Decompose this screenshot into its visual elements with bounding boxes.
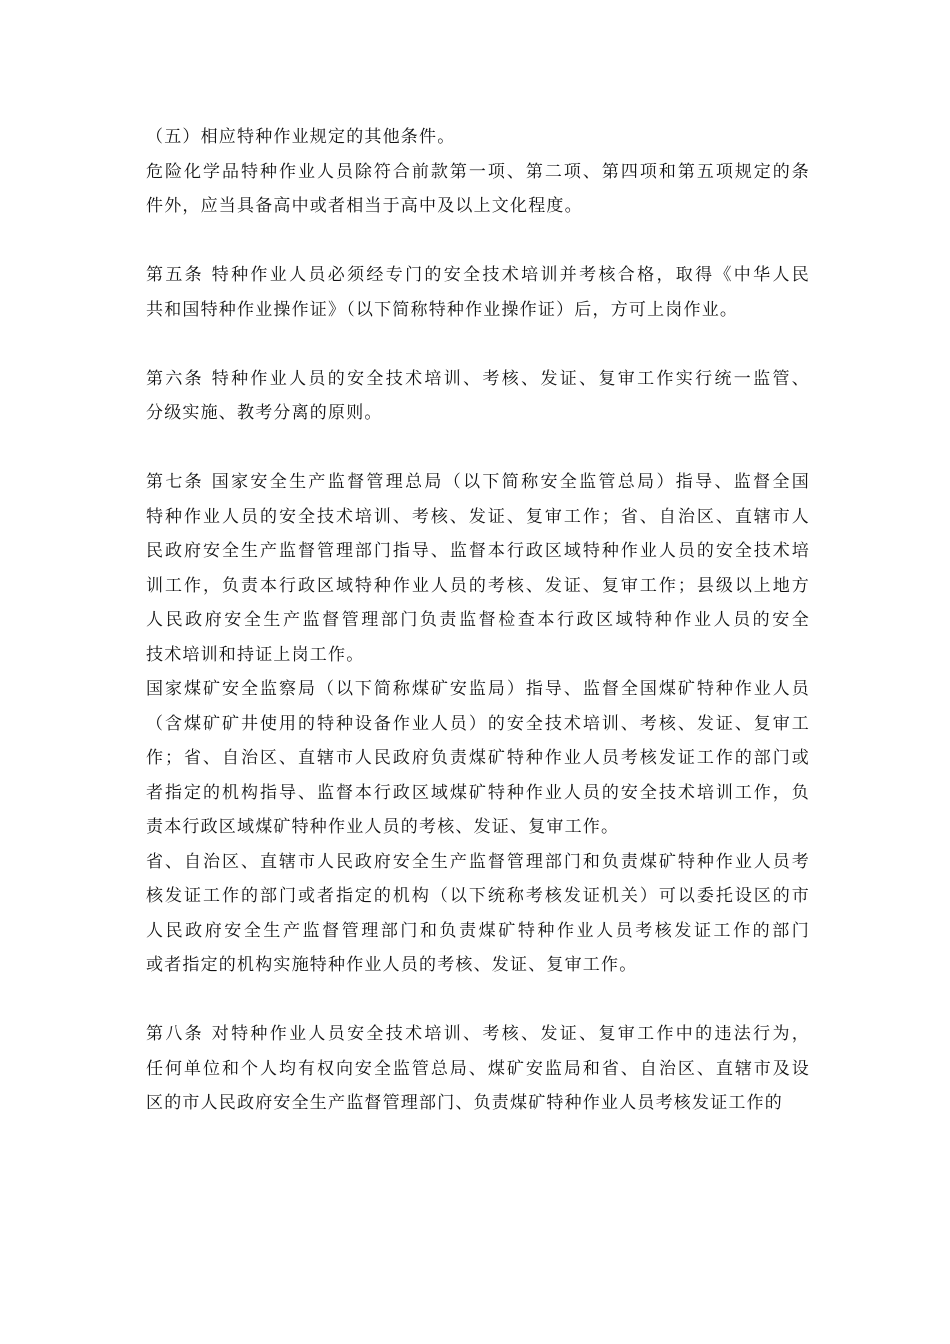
paragraph-spacer — [146, 327, 810, 362]
text-line: 核发证工作的部门或者指定的机构（以下统称考核发证机关）可以委托设区的市 — [146, 886, 810, 906]
text-line: 区的市人民政府安全生产监督管理部门、负责煤矿特种作业人员考核发证工作的 — [146, 1093, 783, 1113]
paragraph — [146, 258, 810, 327]
text-line: 件外，应当具备高中或者相当于高中及以上文化程度。 — [146, 196, 583, 216]
text-line: 第六条 特种作业人员的安全技术培训、考核、发证、复审工作实行统一监管、 — [146, 368, 810, 389]
paragraph — [146, 845, 810, 983]
text-line: 任何单位和个人均有权向安全监管总局、煤矿安监局和省、自治区、直辖市及设 — [146, 1058, 810, 1079]
text-line: 国家煤矿安全监察局（以下简称煤矿安监局）指导、监督全国煤矿特种作业人员 — [146, 679, 810, 699]
text-line: 共和国特种作业操作证》（以下简称特种作业操作证）后，方可上岗作业。 — [146, 299, 739, 320]
text-line: 分级实施、教考分离的原则。 — [146, 403, 383, 423]
text-line: 省、自治区、直辖市人民政府安全生产监督管理部门和负责煤矿特种作业人员考 — [146, 851, 810, 872]
text-line: 危险化学品特种作业人员除符合前款第一项、第二项、第四项和第五项规定的条 — [146, 161, 810, 182]
paragraph-spacer — [146, 983, 810, 1018]
paragraph — [146, 1017, 810, 1121]
paragraph — [146, 155, 810, 224]
paragraph-spacer — [146, 431, 810, 466]
paragraph — [146, 465, 810, 672]
text-line: （五）相应特种作业规定的其他条件。 — [146, 127, 456, 147]
text-line: 特种作业人员的安全技术培训、考核、发证、复审工作；省、自治区、直辖市人 — [146, 506, 810, 527]
text-line: 作；省、自治区、直辖市人民政府负责煤矿特种作业人员考核发证工作的部门或 — [146, 748, 810, 768]
text-line: （含煤矿矿井使用的特种设备作业人员）的安全技术培训、考核、发证、复审工 — [146, 713, 810, 734]
text-line: 或者指定的机构实施特种作业人员的考核、发证、复审工作。 — [146, 955, 638, 975]
text-line: 者指定的机构指导、监督本行政区域煤矿特种作业人员的安全技术培训工作，负 — [146, 782, 810, 803]
text-line: 第七条 国家安全生产监督管理总局（以下简称安全监管总局）指导、监督全国 — [146, 472, 810, 492]
text-line: 责本行政区域煤矿特种作业人员的考核、发证、复审工作。 — [146, 817, 620, 837]
paragraph — [146, 120, 810, 155]
paragraph — [146, 672, 810, 845]
text-line: 人民政府安全生产监督管理部门和负责煤矿特种作业人员考核发证工作的部门 — [146, 920, 810, 941]
text-line: 技术培训和持证上岗工作。 — [146, 644, 365, 665]
document-body — [146, 120, 810, 1121]
paragraph — [146, 362, 810, 431]
text-line: 第五条 特种作业人员必须经专门的安全技术培训并考核合格，取得《中华人民 — [146, 265, 810, 285]
text-line: 人民政府安全生产监督管理部门负责监督检查本行政区域特种作业人员的安全 — [146, 610, 810, 630]
text-line: 民政府安全生产监督管理部门指导、监督本行政区域特种作业人员的安全技术培 — [146, 541, 810, 561]
text-line: 第八条 对特种作业人员安全技术培训、考核、发证、复审工作中的违法行为， — [146, 1024, 810, 1044]
paragraph-spacer — [146, 224, 810, 259]
text-line: 训工作，负责本行政区域特种作业人员的考核、发证、复审工作；县级以上地方 — [146, 575, 810, 596]
